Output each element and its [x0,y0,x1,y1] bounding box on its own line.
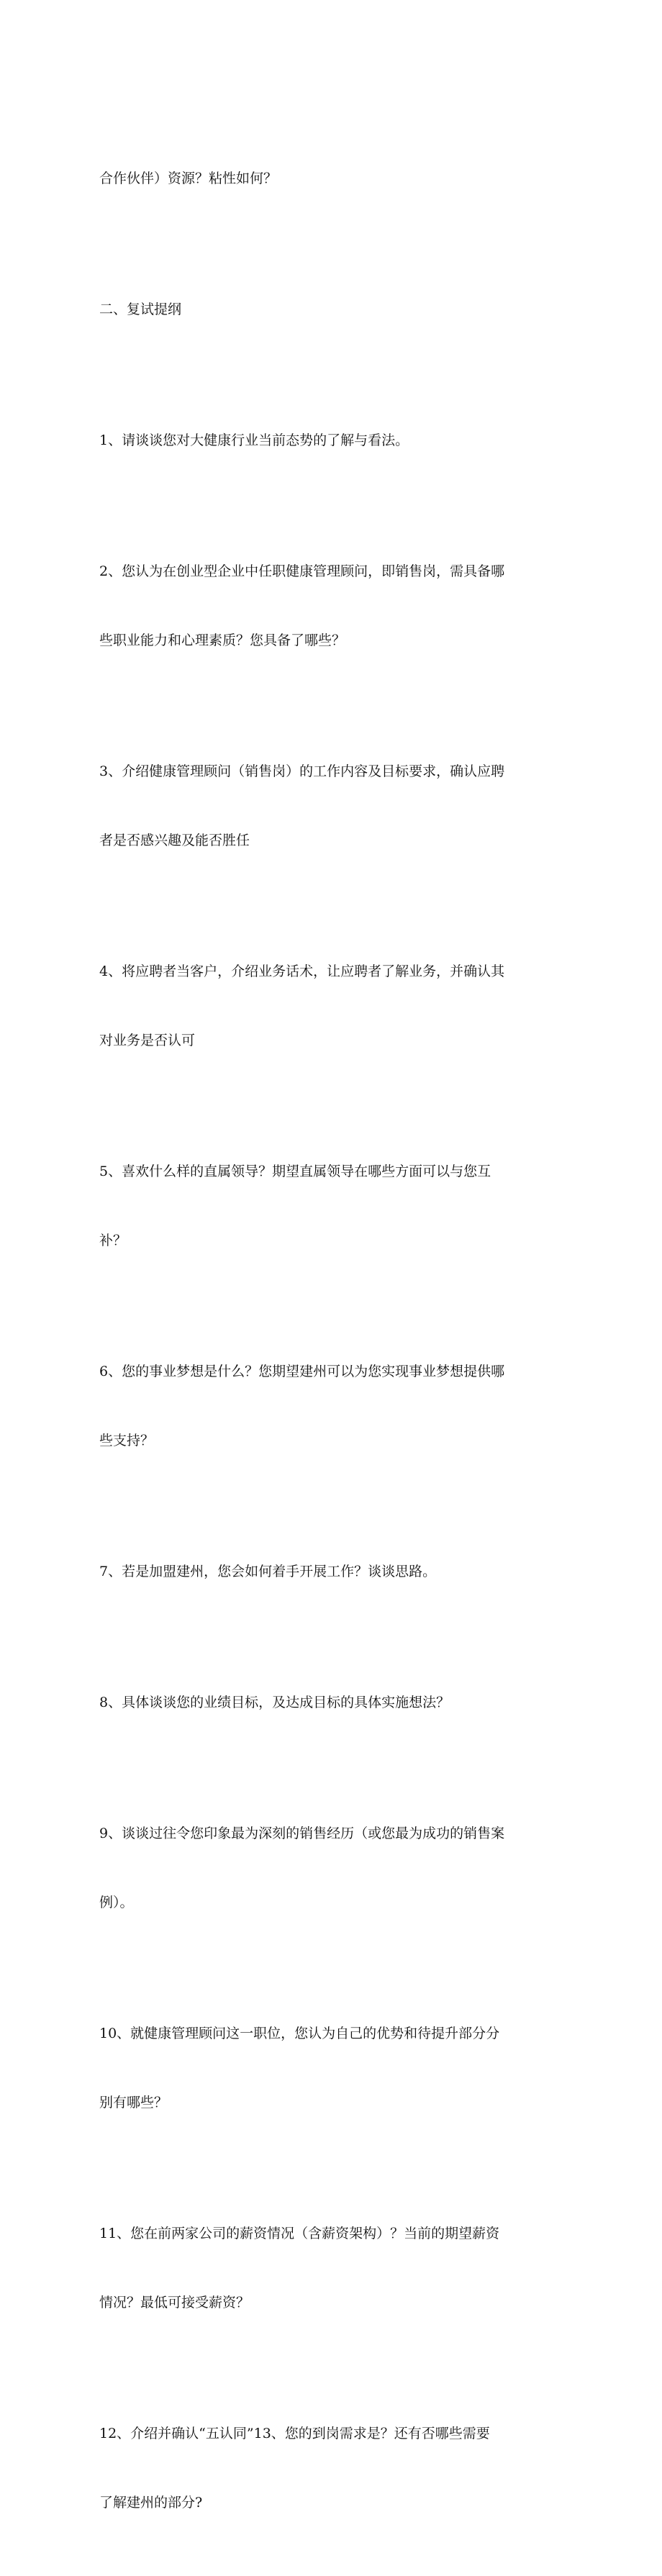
question-line: 了解建州的部分? [99,2495,203,2511]
question-line: 9、谈谈过往令您印象最为深刻的销售经历（或您最为成功的销售案 [99,1826,505,1841]
question-item [99,1314,567,1498]
question-line: 2、您认为在创业型企业中任职健康管理顾问，即销售岗，需具备哪 [99,563,505,579]
question-line: 11、您在前两家公司的薪资情况（含薪资架构）？当前的期望薪资 [99,2226,500,2241]
section-title: 二、复试提纲 [99,301,182,317]
section-heading [99,252,567,367]
question-line: 6、您的事业梦想是什么？您期望建州可以为您实现事业梦想提供哪 [99,1364,505,1379]
question-line: 8、具体谈谈您的业绩目标，及达成目标的具体实施想法？ [99,1695,450,1710]
question-line: 者是否感兴趣及能否胜任 [99,833,250,848]
question-item [99,714,567,898]
question-line: 对业务是否认可 [99,1033,196,1048]
question-item [99,1514,567,1629]
question-line: 例）。 [99,1895,134,1910]
question-line: 4、将应聘者当客户，介绍业务话术，让应聘者了解业务，并确认其 [99,963,505,979]
question-line: 情况？最低可接受薪资？ [99,2295,250,2310]
question-item [99,1114,567,1298]
question-line: 1、请谈谈您对大健康行业当前态势的了解与看法。 [99,432,409,448]
continuation-text [99,121,567,236]
question-line: 3、介绍健康管理顾问（销售岗）的工作内容及目标要求，确认应聘 [99,763,505,779]
question-item [99,914,567,1098]
document-body [99,121,567,2576]
question-item [99,1976,567,2160]
question-item [99,383,567,498]
question-line: 10、就健康管理顾问这一职位，您认为自己的优势和待提升部分分 [99,2026,500,2041]
question-item [99,1776,567,1960]
question-line: 别有哪些？ [99,2095,168,2110]
question-line: 些支持？ [99,1433,155,1448]
question-item [99,514,567,698]
question-line: 补？ [99,1233,127,1248]
question-line: 12、介绍并确认“五认同”13、您的到岗需求是？还有否哪些需要 [99,2426,490,2441]
question-line: 7、若是加盟建州，您会如何着手开展工作？谈谈思路。 [99,1564,437,1579]
question-line: 些职业能力和心理素质？您具备了哪些？ [99,632,346,648]
question-item [99,2376,567,2560]
question-item [99,1645,567,1760]
continuation-line: 合作伙伴）资源？粘性如何？ [99,171,278,186]
question-line: 5、喜欢什么样的直属领导？期望直属领导在哪些方面可以与您互 [99,1164,491,1179]
question-item [99,2176,567,2360]
question-list [99,383,567,2560]
